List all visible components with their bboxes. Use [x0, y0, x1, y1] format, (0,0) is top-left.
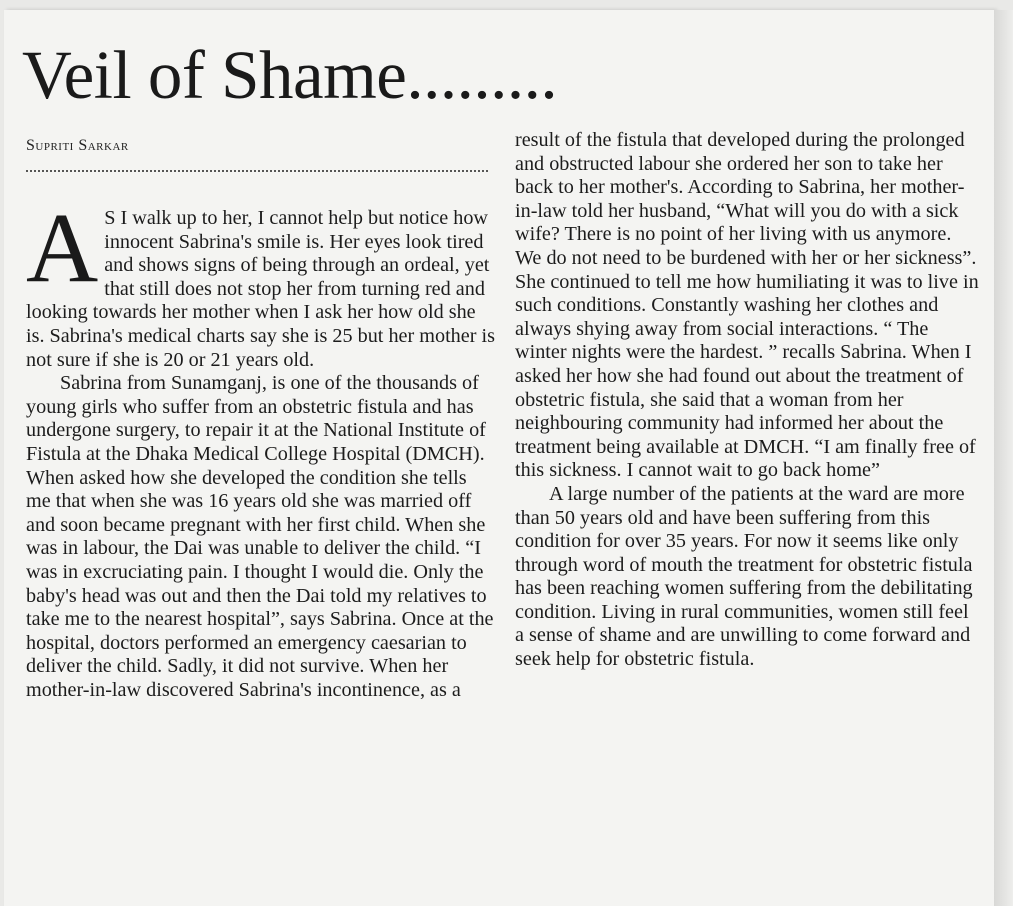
drop-cap: A	[26, 192, 99, 303]
article-headline: Veil of Shame.........	[22, 37, 558, 113]
article-paragraph-3: result of the fistula that developed during the prolonged and obstructed labour she ordered her son to take her back to her mother's. According to Sabrina, her mother-in-law told her husband, “What will you do with a sick wife? There is no point of her living with us anymore. We do not need to be burdened with her or her sickness”. She continued to tell me how humiliating it was to live in such conditions. Constantly washing her clothes and always shying away from social interactions. “ The winter nights were the hardest. ” recalls Sabrina. When I asked her how she had found out about the treatment of obstetric fistula, she said that a woman from her neighbouring community had informed her about the treatment being available at DMCH. “I am finally free of this sickness. I cannot wait to go back home”	[515, 129, 979, 482]
article-column-left	[26, 192, 496, 702]
dotted-divider	[26, 170, 488, 172]
article-paragraph-4: A large number of the patients at the ward are more than 50 years old and have been suffering from this condition for over 35 years. For now it seems like only through word of mouth the treatment for obstetric fistula has been reaching women suffering from the debilitating condition. Living in rural communities, women still feel a sense of shame and are unwilling to come forward and seek help for obstetric fistula.	[515, 482, 973, 671]
article-paragraph-1	[26, 192, 496, 372]
article-paragraph-2: Sabrina from Sunamganj, is one of the thousands of young girls who suffer from an obstetric fistula and has undergone surgery, to repair it at the National Institute of Fistula at the Dhaka Medical College Hospital (DMCH). When asked how she developed the condition she tells me that when she was 16 years old she was married off and soon became pregnant with her first child. When she was in labour, the Dai was unable to deliver the child. “I was in excruciating pain. I thought I would die. Only the baby's head was out and then the Dai told my relatives to take me to the nearest hospital”, says Sabrina. Once at the hospital, doctors performed an emergency caesarian to deliver the child. Sadly, it did not survive. When her mother-in-law discovered Sabrina's incontinence, as a	[26, 372, 494, 701]
article-paragraph-1-text: S I walk up to her, I cannot help but notice how innocent Sabrina's smile is. Her eyes look tired and shows signs of being through an ordeal, yet that still does not stop her from turning red and looking towards her mother when I ask her how old she is. Sabrina's medical charts say she is 25 but her mother is not sure if she is 20 or 21 years old.	[26, 207, 495, 371]
article-byline: Supriti Sarkar	[26, 137, 129, 154]
page-edge	[994, 10, 1013, 906]
newspaper-page	[4, 10, 994, 906]
article-column-right	[515, 129, 981, 672]
